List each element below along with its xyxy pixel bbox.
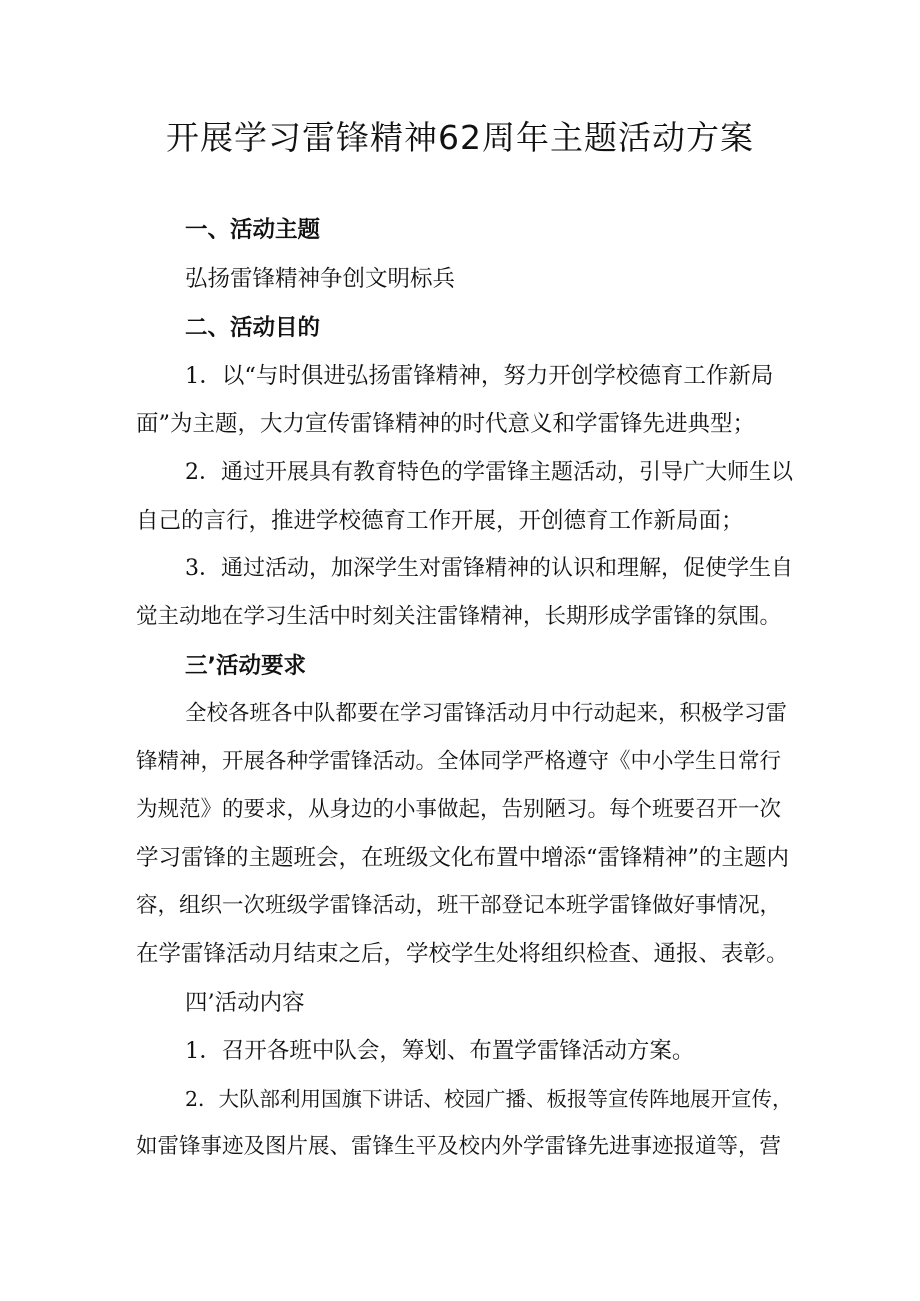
theme-text: 弘扬雷锋精神争创文明标兵 (185, 266, 456, 292)
section-heading-content: 四’活动内容 (185, 990, 305, 1016)
section-heading-theme: 一、活动主题 (185, 217, 321, 243)
requirements-line-6: 在学雷锋活动月结束之后，学校学生处将组织检查、通报、表彰。 (136, 941, 789, 967)
content-item-2-line-2: 如雷锋事迹及图片展、雷锋生平及校内外学雷锋先进事迹报道等，营 (136, 1134, 782, 1159)
purpose-item-3-line-1: 3．通过活动，加深学生对雷锋精神的认识和理解，促使学生自 (185, 556, 793, 581)
purpose-item-1-line-1: 1．以“与时俱进弘扬雷锋精神，努力开创学校德育工作新局 (185, 363, 774, 389)
requirements-line-5: 容，组织一次班级学雷锋活动，班干部登记本班学雷锋做好事情况， (136, 893, 782, 918)
purpose-item-2-line-1: 2．通过开展具有教育特色的学雷锋主题活动，引导广大师生以 (185, 460, 793, 485)
purpose-item-1-line-2: 面”为主题，大力宣传雷锋精神的时代意义和学雷锋先进典型； (136, 411, 756, 437)
purpose-item-3-line-2: 觉主动地在学习生活中时刻关注雷锋精神，长期形成学雷锋的氛围。 (136, 604, 782, 629)
content-item-1: 1．召开各班中队会，筹划、布置学雷锋活动方案。 (185, 1038, 695, 1064)
document-title: 开展学习雷锋精神62周年主题活动方案 (166, 118, 754, 157)
requirements-line-3: 为规范》的要求，从身边的小事做起，告别陋习。每个班要召开一次 (136, 797, 782, 822)
purpose-item-2-line-2: 自己的言行，推进学校德育工作开展，开创德育工作新局面； (136, 508, 744, 534)
requirements-line-2: 锋精神，开展各种学雷锋活动。全体同学严格遵守《中小学生日常行 (136, 749, 782, 774)
section-heading-purpose: 二、活动目的 (185, 315, 321, 341)
section-heading-requirements: 三’活动要求 (185, 653, 307, 679)
requirements-line-4: 学习雷锋的主题班会，在班级文化布置中增添“雷锋精神”的主题内 (136, 845, 790, 871)
content-item-2-line-1: 2．大队部利用国旗下讲话、校园广播、板报等宣传阵地展开宣传， (185, 1087, 793, 1111)
requirements-line-1: 全校各班各中队都要在学习雷锋活动月中行动起来，积极学习雷 (185, 701, 788, 726)
